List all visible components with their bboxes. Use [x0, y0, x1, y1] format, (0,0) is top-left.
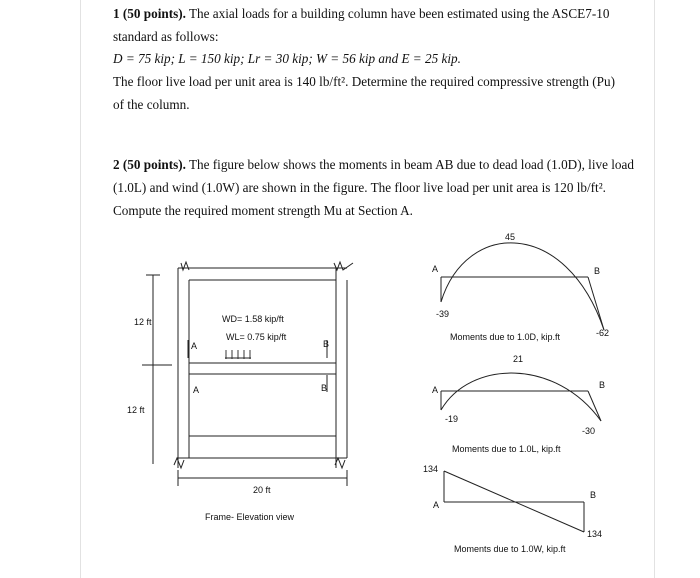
frame-point-a-bottom: A	[193, 385, 200, 395]
frame-left-column	[178, 268, 189, 468]
dead-moment-diagram	[441, 243, 604, 330]
dead-caption: Moments due to 1.0D, kip.ft	[450, 332, 561, 342]
wind-caption: Moments due to 1.0W, kip.ft	[454, 544, 566, 554]
wind-left-label: 134	[423, 464, 439, 474]
wind-point-b: B	[590, 490, 597, 500]
frame-caption: Frame- Elevation view	[205, 512, 295, 522]
dead-right-label: -62	[596, 328, 610, 338]
live-caption: Moments due to 1.0L, kip.ft	[452, 444, 561, 454]
frame-load-dead: WD= 1.58 kip/ft	[222, 314, 284, 324]
dead-peak-label: 45	[505, 232, 516, 242]
problem2-line2: (1.0L) and wind (1.0W) are shown in the figure. The floor live load per unit area is 120 lb/ft².	[113, 180, 606, 195]
problem2-text1: The figure below shows the moments in beam AB due to dead load (1.0D), live load	[188, 157, 634, 172]
wind-point-a: A	[433, 500, 440, 510]
dead-point-a: A	[432, 264, 439, 274]
frame-point-a-top: A	[191, 341, 198, 351]
problem1-loads: D = 75 kip; L = 150 kip; Lr = 30 kip; W = 56 kip and E = 25 kip.	[113, 51, 461, 66]
live-left-label: -19	[445, 414, 459, 424]
live-moment-diagram	[441, 373, 601, 421]
live-peak-label: 21	[513, 354, 524, 364]
frame-load-live: WL= 0.75 kip/ft	[226, 332, 287, 342]
frame-point-b-bottom: B	[321, 383, 328, 393]
frame-dim-width: 20 ft	[253, 485, 271, 495]
frame-floor-slab	[189, 363, 336, 374]
dead-left-label: -39	[436, 309, 450, 319]
problem1-label: 1 (50 points).	[113, 6, 186, 21]
frame-dimension-height	[142, 275, 172, 464]
frame-dim-bottom: 12 ft	[127, 405, 145, 415]
problem1-text1: The axial loads for a building column have been estimated using the ASCE7-10	[188, 6, 610, 21]
frame-lower-beam	[178, 436, 347, 458]
wind-moment-diagram	[444, 471, 584, 532]
frame-roof-beam	[178, 268, 347, 280]
frame-right-column	[336, 268, 347, 468]
frame-load-arrows	[225, 350, 251, 359]
problem2-label: 2 (50 points).	[113, 157, 186, 172]
problem2-line3: Compute the required moment strength Mu at Section A.	[113, 203, 413, 218]
frame-point-b-top: B	[323, 339, 330, 349]
frame-dimension-width	[178, 470, 347, 486]
live-point-a: A	[432, 385, 439, 395]
problem1-line3: The floor live load per unit area is 140 lb/ft². Determine the required compressive strength (Pu)	[113, 74, 615, 89]
problem1-line2: standard as follows:	[113, 29, 219, 44]
problem1-line4: of the column.	[113, 97, 190, 112]
dead-point-b: B	[594, 266, 601, 276]
wind-right-label: 134	[587, 529, 603, 539]
frame-dim-top: 12 ft	[134, 317, 152, 327]
frame-break-marks	[174, 262, 353, 468]
live-point-b: B	[599, 380, 606, 390]
live-right-label: -30	[582, 426, 596, 436]
